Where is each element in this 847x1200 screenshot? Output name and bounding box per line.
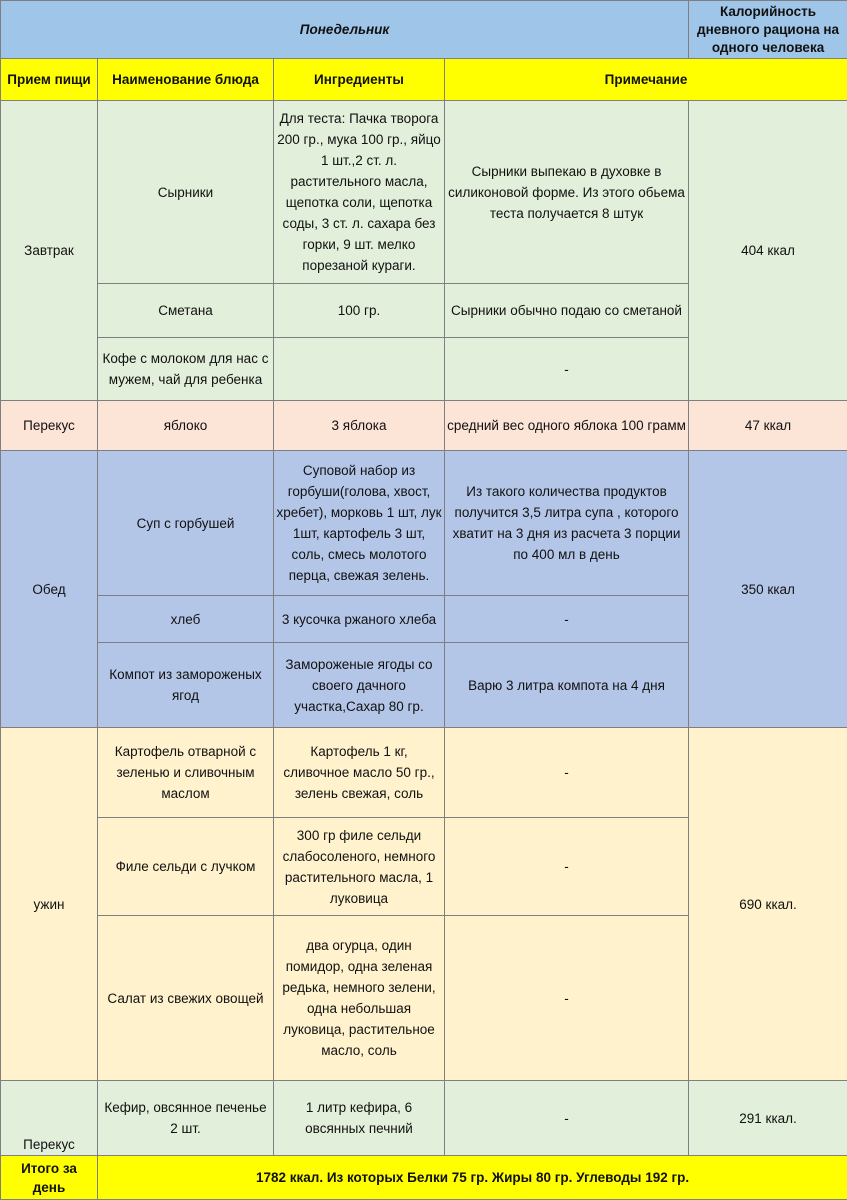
ingredients-cell: 100 гр. [274,284,445,338]
total-label: Итого за день [1,1156,98,1200]
dish-cell: Сырники [98,101,274,284]
note-cell: Сырники обычно подаю со сметаной [445,284,689,338]
total-summary: 1782 ккал. Из которых Белки 75 гр. Жиры 80 гр. Углеводы 192 гр. [98,1156,847,1200]
ingredients-cell: 1 литр кефира, 6 овсянных печний [274,1081,445,1156]
meal-cell-dinner: ужин [1,728,98,1081]
day-title: Понедельник [1,1,689,59]
ingredients-cell: 3 яблока [274,401,445,451]
dish-cell: Кофе с молоком для нас с мужем, чай для ребенка [98,338,274,401]
ingredients-cell: Для теста: Пачка творога 200 гр., мука 100 гр., яйцо 1 шт.,2 ст. л. растительного масла, щепотка соли, щепотка соды, 3 ст. л. сахара без горки, 9 шт. мелко порезаной кураги. [274,101,445,284]
ingredients-cell: Замороженые ягоды со своего дачного участка,Сахар 80 гр. [274,643,445,728]
total-row [1,1156,847,1200]
note-cell: - [445,818,689,916]
note-cell: - [445,338,689,401]
dish-cell: Сметана [98,284,274,338]
table-row [1,451,847,596]
column-header-ingredients: Ингредиенты [274,59,445,101]
column-header-dish: Наименование блюда [98,59,274,101]
note-cell: - [445,596,689,643]
dish-cell: Салат из свежих овощей [98,916,274,1081]
dish-cell: Картофель отварной с зеленью и сливочным маслом [98,728,274,818]
table-row [1,101,847,284]
table-row [1,1081,847,1156]
meal-cell-breakfast: Завтрак [1,101,98,401]
note-cell: Сырники выпекаю в духовке в силиконовой форме. Из этого обьема теста получается 8 штук [445,101,689,284]
meal-cell-snack-evening: Перекус [1,1081,98,1156]
note-cell: - [445,728,689,818]
day-header-row [1,1,847,59]
calories-cell-dinner: 690 ккал. [689,728,847,1081]
calories-cell-lunch: 350 ккал [689,451,847,728]
dish-cell: яблоко [98,401,274,451]
ingredients-cell: 3 кусочка ржаного хлеба [274,596,445,643]
calories-cell-breakfast: 404 ккал [689,101,847,401]
dish-cell: Кефир, овсянное печенье 2 шт. [98,1081,274,1156]
calories-column-title: Калорийность дневного рациона на одного человека [689,1,847,59]
note-cell: средний вес одного яблока 100 грамм [445,401,689,451]
note-cell: - [445,916,689,1081]
note-cell: Из такого количества продуктов получится 3,5 литра супа , которого хватит на 3 дня из расчета 3 порции по 400 мл в день [445,451,689,596]
meal-cell-lunch: Обед [1,451,98,728]
dish-cell: Компот из замороженых ягод [98,643,274,728]
ingredients-cell: Картофель 1 кг, сливочное масло 50 гр., зелень свежая, соль [274,728,445,818]
dish-cell: Суп с горбушей [98,451,274,596]
ingredients-cell [274,338,445,401]
ingredients-cell: Суповой набор из горбуши(голова, хвост, хребет), морковь 1 шт, лук 1шт, картофель 3 шт, соль, смесь молотого перца, свежая зелень. [274,451,445,596]
meal-cell-snack: Перекус [1,401,98,451]
calories-cell-snack: 47 ккал [689,401,847,451]
column-header-note: Примечание [445,59,847,101]
note-cell: - [445,1081,689,1156]
dish-cell: хлеб [98,596,274,643]
column-header-row [1,59,847,101]
column-header-meal: Прием пищи [1,59,98,101]
ingredients-cell: два огурца, один помидор, одна зеленая редька, немного зелени, одна небольшая луковица, растительное масло, соль [274,916,445,1081]
ingredients-cell: 300 гр филе сельди слабосоленого, немного растительного масла, 1 луковица [274,818,445,916]
dish-cell: Филе сельди с лучком [98,818,274,916]
calories-cell-snack-evening: 291 ккал. [689,1081,847,1156]
note-cell: Варю 3 литра компота на 4 дня [445,643,689,728]
table-row [1,401,847,451]
table-row [1,728,847,818]
